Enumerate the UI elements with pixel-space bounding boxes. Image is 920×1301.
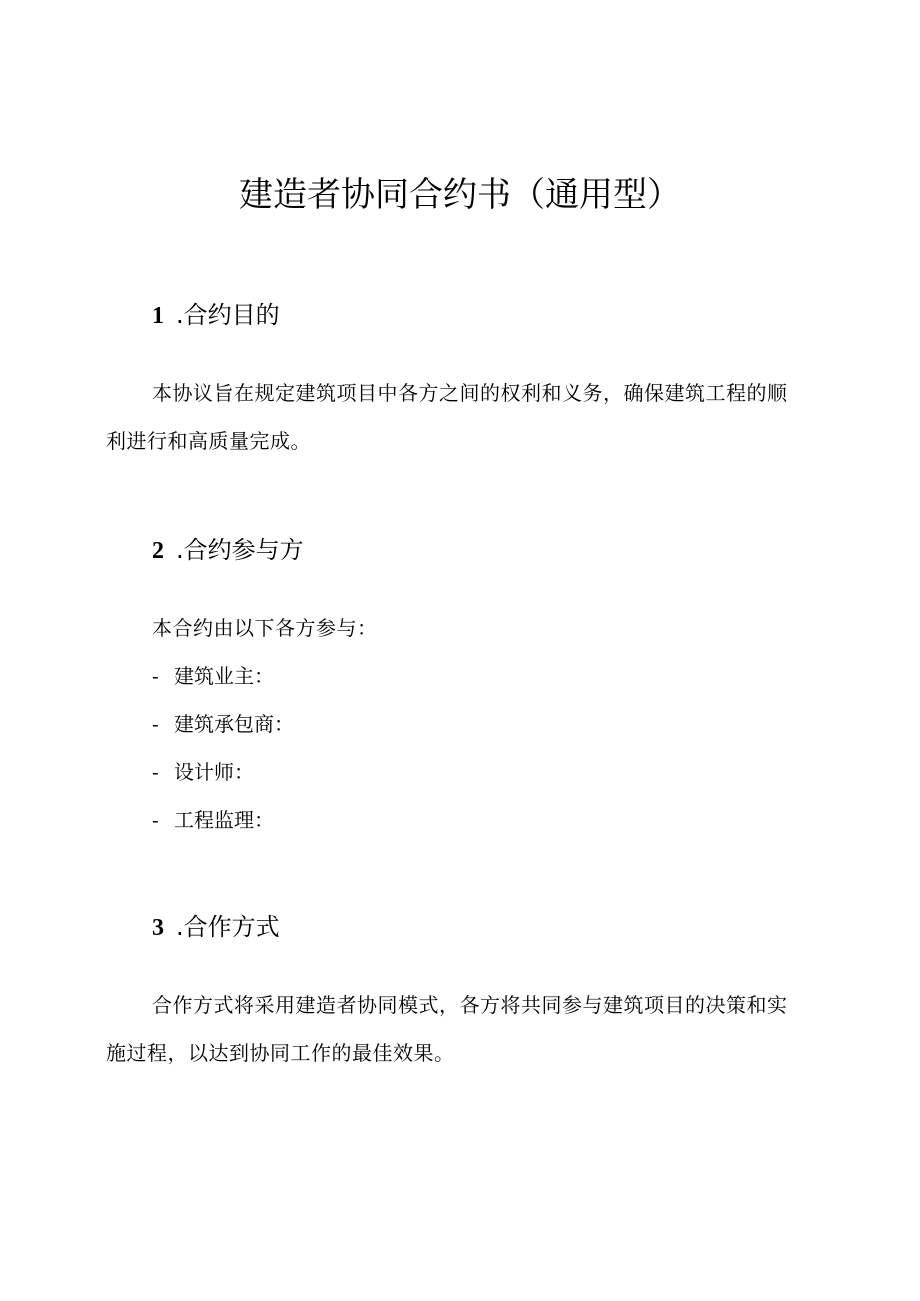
- list-marker: -: [152, 664, 159, 688]
- section-2-title: .合约参与方: [176, 536, 304, 564]
- list-item-text: 设计师：: [174, 760, 254, 784]
- section-2-intro: 本合约由以下各方参与：: [152, 616, 378, 640]
- list-item: [152, 796, 294, 844]
- section-1-number: 1: [152, 303, 164, 329]
- list-marker: -: [152, 808, 159, 832]
- section-1-title: .合约目的: [176, 301, 280, 329]
- list-marker: -: [152, 760, 159, 784]
- list-item: [152, 748, 294, 796]
- section-1-heading: [152, 297, 280, 334]
- section-3-title: .合作方式: [176, 913, 280, 941]
- list-item: [152, 652, 294, 700]
- section-3-number: 3: [152, 915, 164, 941]
- section-3-heading: [152, 909, 280, 946]
- list-item-text: 建筑业主：: [174, 664, 274, 688]
- list-marker: -: [152, 712, 159, 736]
- section-2-number: 2: [152, 538, 164, 564]
- list-item-text: 建筑承包商：: [174, 712, 294, 736]
- list-item-text: 工程监理：: [174, 808, 274, 832]
- section-3-paragraph: 合作方式将采用建造者协同模式，各方将共同参与建筑项目的决策和实施过程，以达到协同工作的最佳效果。: [106, 993, 788, 1065]
- list-item: [152, 700, 294, 748]
- document-title: 建造者协同合约书（通用型）: [239, 175, 681, 215]
- section-1-paragraph: 本协议旨在规定建筑项目中各方之间的权利和义务，确保建筑工程的顺利进行和高质量完成。: [106, 381, 788, 453]
- section-2-heading: [152, 532, 304, 569]
- participants-list: [152, 652, 294, 844]
